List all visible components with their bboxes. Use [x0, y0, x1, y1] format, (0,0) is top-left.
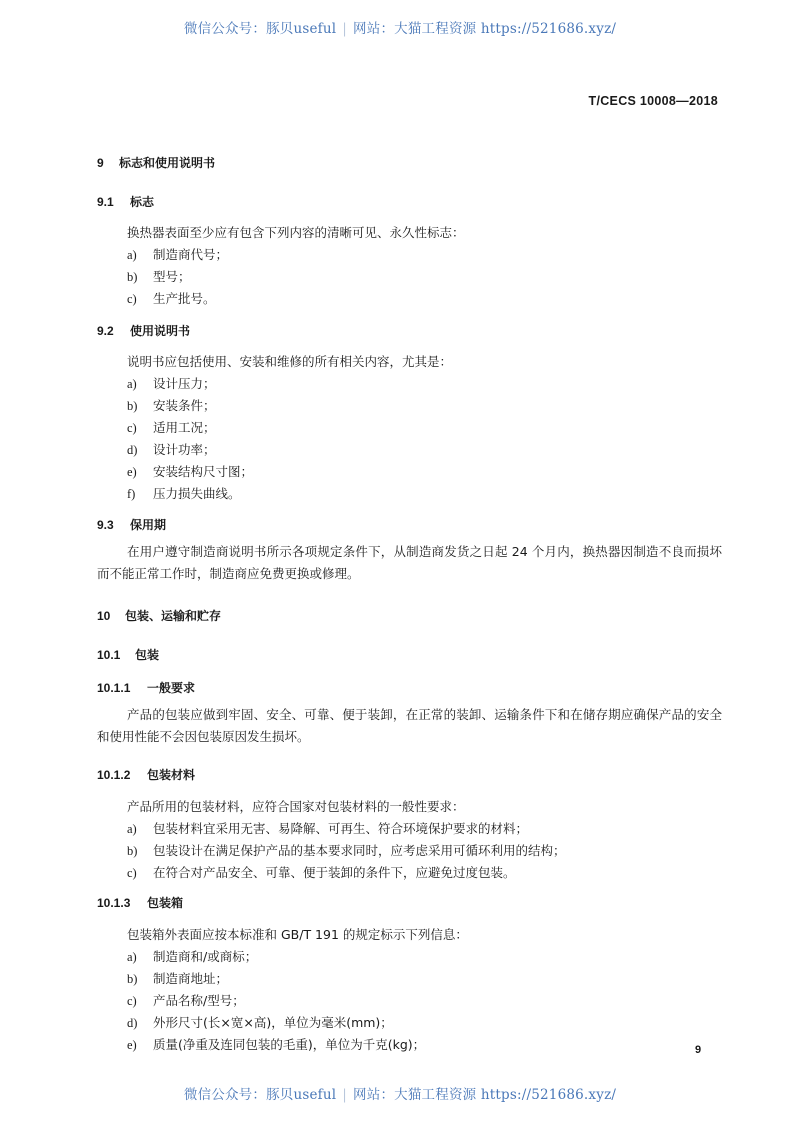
- list-marker: f): [127, 487, 136, 501]
- list-item: [127, 863, 516, 881]
- section-9-2-intro: 说明书应包括使用、安装和维修的所有相关内容，尤其是：: [127, 354, 453, 369]
- list-text: 包装材料宜采用无害、易降解、可再生、符合环境保护要求的材料；: [153, 821, 529, 836]
- list-item: [127, 418, 216, 436]
- section-title: 标志和使用说明书: [119, 156, 216, 170]
- watermark-site: 网站：大猫工程资源 https://521686.xyz/: [353, 1087, 617, 1103]
- section-title: 包装: [135, 648, 160, 662]
- section-10-1-2-intro: 产品所用的包装材料，应符合国家对包装材料的一般性要求：: [127, 799, 465, 814]
- watermark-separator: |: [342, 21, 348, 37]
- section-title: 包装、运输和贮存: [125, 609, 222, 623]
- section-9-3-heading: [97, 516, 166, 533]
- list-marker: b): [127, 972, 138, 986]
- list-text: 安装结构尺寸图；: [153, 464, 254, 479]
- list-item: [127, 267, 191, 285]
- section-number: 9.2: [97, 324, 114, 338]
- section-number: 10.1.1: [97, 681, 131, 695]
- section-number: 9.1: [97, 195, 114, 209]
- list-text: 设计压力；: [153, 376, 216, 391]
- section-number: 10: [97, 609, 111, 623]
- section-10-1-1-heading: [97, 679, 195, 696]
- list-text: 生产批号。: [153, 291, 216, 306]
- section-title: 保用期: [130, 518, 167, 532]
- list-text: 包装设计在满足保护产品的基本要求同时，应考虑采用可循环利用的结构；: [153, 843, 566, 858]
- list-text: 安装条件；: [153, 398, 216, 413]
- section-title: 一般要求: [147, 681, 196, 695]
- section-number: 9: [97, 156, 104, 170]
- section-10-heading: [97, 607, 221, 624]
- list-text: 外形尺寸(长×宽×高)，单位为毫米(mm)；: [153, 1015, 393, 1030]
- list-marker: a): [127, 950, 137, 964]
- section-title: 使用说明书: [130, 324, 191, 338]
- section-9-2-heading: [97, 322, 190, 339]
- list-marker: a): [127, 377, 137, 391]
- list-item: [127, 440, 216, 458]
- list-item: [127, 1035, 425, 1053]
- watermark-wechat: 微信公众号：豚贝useful: [183, 1087, 337, 1103]
- section-10-1-3-heading: [97, 894, 183, 911]
- list-item: [127, 245, 228, 263]
- section-title: 包装箱: [147, 896, 184, 910]
- list-text: 设计功率；: [153, 442, 216, 457]
- list-marker: c): [127, 994, 137, 1008]
- list-marker: c): [127, 421, 137, 435]
- list-text: 制造商和/或商标；: [153, 949, 258, 964]
- list-item: [127, 947, 257, 965]
- watermark-bottom: [0, 1083, 800, 1103]
- section-number: 10.1.2: [97, 768, 131, 782]
- list-marker: c): [127, 866, 137, 880]
- list-marker: e): [127, 465, 137, 479]
- section-number: 9.3: [97, 518, 114, 532]
- list-marker: b): [127, 399, 138, 413]
- page-number: 9: [695, 1044, 702, 1056]
- list-item: [127, 991, 245, 1009]
- list-text: 在符合对产品安全、可靠、便于装卸的条件下，应避免过度包装。: [153, 865, 516, 880]
- list-marker: b): [127, 270, 138, 284]
- list-marker: e): [127, 1038, 137, 1052]
- list-item: [127, 462, 253, 480]
- section-10-1-2-heading: [97, 766, 195, 783]
- list-text: 型号；: [153, 269, 191, 284]
- watermark-wechat: 微信公众号：豚贝useful: [183, 21, 337, 37]
- list-item: [127, 374, 216, 392]
- section-9-1-heading: [97, 193, 154, 210]
- list-item: [127, 1013, 393, 1031]
- list-text: 制造商代号；: [153, 247, 229, 262]
- list-marker: a): [127, 822, 137, 836]
- list-text: 制造商地址；: [153, 971, 229, 986]
- section-10-1-3-intro: 包装箱外表面应按本标准和 GB/T 191 的规定标示下列信息：: [127, 927, 468, 942]
- watermark-top: [0, 17, 800, 37]
- watermark-separator: |: [342, 1087, 348, 1103]
- standard-code: T/CECS 10008—2018: [588, 94, 718, 108]
- section-9-heading: [97, 154, 215, 171]
- section-number: 10.1: [97, 648, 121, 662]
- list-item: [127, 969, 228, 987]
- list-text: 质量(净重及连同包装的毛重)，单位为千克(kg)；: [153, 1037, 426, 1052]
- list-text: 压力损失曲线。: [153, 486, 241, 501]
- list-marker: b): [127, 844, 138, 858]
- section-title: 标志: [130, 195, 155, 209]
- list-item: [127, 289, 216, 307]
- list-item: [127, 484, 241, 502]
- list-text: 产品名称/型号；: [153, 993, 245, 1008]
- list-marker: c): [127, 292, 137, 306]
- list-marker: d): [127, 443, 138, 457]
- watermark-site: 网站：大猫工程资源 https://521686.xyz/: [353, 21, 617, 37]
- section-9-3-paragraph: 在用户遵守制造商说明书所示各项规定条件下，从制造商发货之日起 24 个月内，换热器因制造不良而损坏而不能正常工作时，制造商应免费更换或修理。: [97, 544, 722, 581]
- list-item: [127, 841, 566, 859]
- section-9-1-intro: 换热器表面至少应有包含下列内容的清晰可见、永久性标志：: [127, 225, 465, 240]
- section-number: 10.1.3: [97, 896, 131, 910]
- list-marker: d): [127, 1016, 138, 1030]
- list-text: 适用工况；: [153, 420, 216, 435]
- list-item: [127, 396, 216, 414]
- section-10-1-heading: [97, 646, 159, 663]
- list-item: [127, 819, 528, 837]
- section-title: 包装材料: [147, 768, 196, 782]
- list-marker: a): [127, 248, 137, 262]
- section-10-1-1-paragraph: 产品的包装应做到牢固、安全、可靠、便于装卸，在正常的装卸、运输条件下和在储存期应确保产品的安全和使用性能不会因包装原因发生损坏。: [97, 707, 722, 744]
